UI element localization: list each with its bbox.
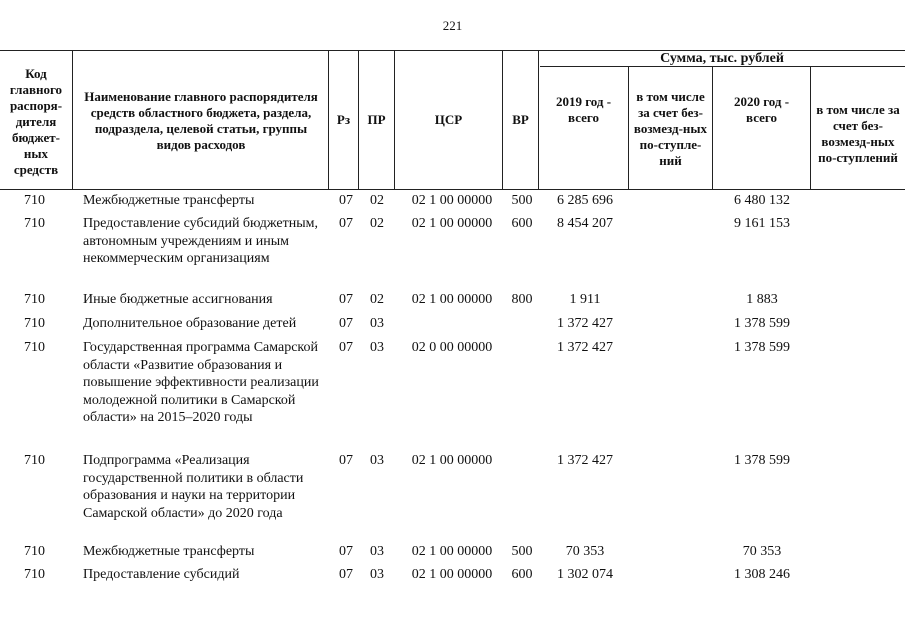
row-vr: 500 <box>511 193 533 208</box>
row-csr: 02 1 00 00000 <box>411 216 493 231</box>
row-2019-total: 1 302 074 <box>557 567 613 582</box>
row-csr: 02 1 00 00000 <box>411 193 493 208</box>
row-2020-total: 1 378 599 <box>734 316 790 331</box>
row-csr: 02 1 00 00000 <box>411 567 493 582</box>
row-2019-total: 1 372 427 <box>557 453 613 468</box>
row-2020-total: 1 308 246 <box>734 567 790 582</box>
table-header <box>0 50 905 190</box>
row-2020-total: 1 378 599 <box>734 340 790 355</box>
row-code: 710 <box>24 340 45 355</box>
row-name: Иные бюджетные ассигнования <box>83 292 273 307</box>
row-2019-total: 1 372 427 <box>557 340 613 355</box>
header-vr: ВР <box>512 112 529 127</box>
row-rz: 07 <box>339 216 353 231</box>
row-2020-total: 1 883 <box>746 292 778 307</box>
row-name: Государственная программа Самарской области «Развитие образования и повышение эффективности реализации молодежной политики в Самарской области» на 2015–2020 годы <box>83 340 319 425</box>
row-pr: 02 <box>370 193 384 208</box>
row-pr: 02 <box>370 216 384 231</box>
row-name: Дополнительное образование детей <box>83 316 297 331</box>
row-code: 710 <box>24 193 45 208</box>
row-code: 710 <box>24 567 45 582</box>
header-2020-nonrepayable: в том числе за счет без-возмезд-ных по-ступлений <box>816 102 900 165</box>
row-pr: 02 <box>370 292 384 307</box>
row-rz: 07 <box>339 340 353 355</box>
row-rz: 07 <box>339 453 353 468</box>
row-2019-total: 1 372 427 <box>557 316 613 331</box>
row-2019-total: 8 454 207 <box>557 216 613 231</box>
row-name: Межбюджетные трансферты <box>83 193 255 208</box>
row-name: Предоставление субсидий <box>83 567 240 582</box>
header-name: Наименование главного распорядителя средств областного бюджета, раздела, подраздела, целевой статьи, группы видов расходов <box>84 89 318 152</box>
row-2020-total: 9 161 153 <box>734 216 790 231</box>
page-number: 221 <box>442 18 463 33</box>
row-2019-total: 6 285 696 <box>557 193 613 208</box>
header-sum: Сумма, тыс. рублей <box>660 50 784 66</box>
row-2019-total: 70 353 <box>565 544 605 559</box>
row-code: 710 <box>24 544 45 559</box>
row-2020-total: 6 480 132 <box>734 193 790 208</box>
header-pr: ПР <box>367 112 386 127</box>
row-pr: 03 <box>370 567 384 582</box>
row-vr: 500 <box>511 544 533 559</box>
row-csr: 02 1 00 00000 <box>411 292 493 307</box>
row-code: 710 <box>24 292 45 307</box>
row-name: Подпрограмма «Реализация государственной политики в области образования и науки на территории Самарской области» до 2020 года <box>83 453 304 521</box>
row-rz: 07 <box>339 316 353 331</box>
header-2019-total: 2019 год - всего <box>555 94 612 125</box>
row-2020-total: 70 353 <box>742 544 782 559</box>
header-code: Код главного распоря-дителя бюджет-ных средств <box>9 66 63 177</box>
header-2020-total: 2020 год - всего <box>733 94 790 125</box>
row-csr: 02 1 00 00000 <box>411 453 493 468</box>
row-vr: 600 <box>511 567 533 582</box>
row-2020-total: 1 378 599 <box>734 453 790 468</box>
header-2019-nonrepayable: в том числе за счет без-возмезд-ных по-ступле-ний <box>633 89 708 168</box>
row-csr: 02 1 00 00000 <box>411 544 493 559</box>
row-2019-total: 1 911 <box>569 292 601 307</box>
row-rz: 07 <box>339 193 353 208</box>
row-pr: 03 <box>370 453 384 468</box>
row-rz: 07 <box>339 544 353 559</box>
row-pr: 03 <box>370 316 384 331</box>
row-code: 710 <box>24 453 45 468</box>
row-csr: 02 0 00 00000 <box>411 340 493 355</box>
header-csr: ЦСР <box>434 112 463 127</box>
col-divider <box>72 50 73 190</box>
row-code: 710 <box>24 216 45 231</box>
row-vr: 600 <box>511 216 533 231</box>
header-rz: Рз <box>336 112 351 127</box>
row-pr: 03 <box>370 340 384 355</box>
row-name: Межбюджетные трансферты <box>83 544 255 559</box>
row-pr: 03 <box>370 544 384 559</box>
row-rz: 07 <box>339 292 353 307</box>
row-name: Предоставление субсидий бюджетным, автономным учреждениям и иным некоммерческим организациям <box>83 216 319 266</box>
row-rz: 07 <box>339 567 353 582</box>
row-code: 710 <box>24 316 45 331</box>
row-vr: 800 <box>511 292 533 307</box>
